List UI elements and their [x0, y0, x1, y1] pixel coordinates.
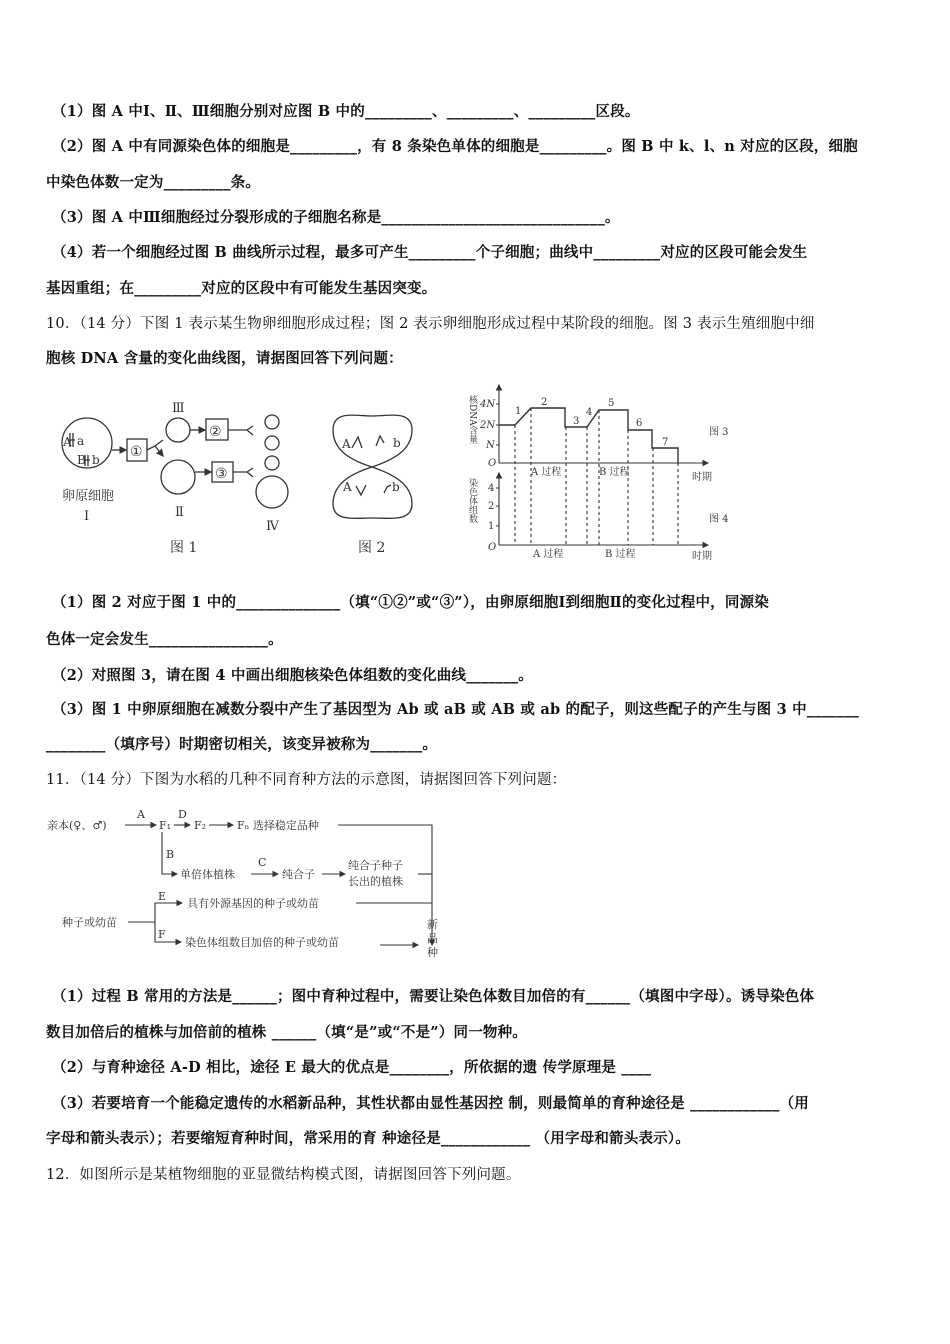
q10-line: （2）对照图 3，请在图 4 中画出细胞核染色体组数的变化曲线_______。	[52, 667, 533, 684]
new-variety-label: 新	[427, 918, 438, 931]
cell-II	[161, 460, 195, 494]
q12-header: 12．如图所示是某植物细胞的亚显微结构模式图，请据图回答下列问题。	[46, 1167, 521, 1183]
oogonium-label: 卵原细胞	[62, 489, 115, 504]
segment-label: 5	[608, 398, 615, 409]
tick-label: O	[488, 458, 497, 469]
step-3-label: ③	[215, 466, 228, 482]
haploid-label: 单倍体植株	[180, 868, 235, 881]
gene-label: a	[77, 434, 85, 448]
segment-label: 2	[541, 397, 548, 408]
tick-label: N	[486, 440, 495, 451]
segment-label: 3	[573, 416, 580, 427]
gene-label: b	[393, 436, 401, 450]
dividing-cell	[333, 415, 412, 518]
tick-label: 1	[488, 521, 495, 532]
process-C: C	[258, 856, 267, 869]
process-a-label: A 过程	[531, 467, 562, 478]
process-B: B	[166, 848, 175, 861]
q10-line: （3）图 1 中卵原细胞在减数分裂中产生了基因型为 Ab 或 aB 或 AB 或 ab 的配子，则这些配子的产生与图 3 中_______	[52, 701, 859, 718]
figure-1-caption: 图 1	[170, 540, 198, 556]
process-F: F	[158, 928, 166, 941]
q9-line: （1）图 A 中Ⅰ、Ⅱ、Ⅲ细胞分别对应图 B 中的_________、_________、_________区段。	[52, 103, 640, 120]
x-axis-label: 时期	[692, 472, 712, 483]
tick-label: 4	[488, 483, 495, 494]
process-A: A	[137, 808, 145, 821]
figure-3-caption: 图 3	[709, 427, 729, 438]
q11-line: （3）若要培育一个能稳定遗传的水稻新品种，其性状都由显性基因控 制，则最简单的育种途径是 ____________（用	[52, 1095, 809, 1112]
q11-header: 11．（14 分）下图为水稻的几种不同育种方法的示意图，请据图回答下列问题：	[46, 772, 567, 788]
egg-cell-IV	[256, 476, 288, 508]
process-b-label: B 过程	[599, 467, 630, 478]
figure-3-4-labels	[467, 394, 729, 562]
figure-2-caption: 图 2	[358, 540, 386, 556]
homozygous-seed-label: 纯合子种子	[348, 859, 403, 872]
gene-label: A	[342, 437, 351, 451]
gene-label: A	[63, 435, 72, 449]
tick-label: 2	[488, 501, 495, 512]
q9-line: 基因重组；在_________对应的区段中有可能发生基因突变。	[46, 280, 437, 297]
q10-line: ________（填序号）时期密切相关，该变异被称为_______。	[46, 736, 438, 753]
cell-IV-label: Ⅳ	[266, 519, 279, 534]
q10-header-text: 10．（14 分）下图 1 表示某生物卵细胞形成过程；图 2 表示卵细胞形成过程中某阶段的细胞。图 3 表示生殖细胞中细	[46, 316, 815, 332]
cell-III-label: Ⅲ	[172, 401, 185, 416]
figure-2-labels	[341, 436, 401, 556]
segment-label: 1	[515, 406, 522, 417]
tick-label: 4N	[480, 399, 496, 410]
polar-body	[265, 415, 279, 429]
q10-header-2: 胞核 DNA 含量的变化曲线图，请据图回答下列问题：	[46, 350, 403, 367]
q11-line: （2）与育种途径 A-D 相比，途径 E 最大的优点是________，所依据的遗 传学原理是 ____	[52, 1059, 652, 1076]
f1-label: F₁	[159, 819, 172, 832]
gene-label: A	[343, 480, 352, 494]
fig3-y-label: 核DNA含量	[467, 395, 477, 444]
seed-label: 种子或幼苗	[62, 916, 117, 929]
homozygote-label: 纯合子	[282, 868, 315, 881]
step-1-label: ①	[130, 444, 143, 460]
gene-label: B	[77, 453, 86, 467]
segment-label: 6	[636, 418, 643, 429]
tick-label: 2N	[480, 420, 496, 431]
homozygous-plant-label: 长出的植株	[348, 875, 403, 888]
figure-3-4	[496, 385, 708, 545]
fig4-y-label: 染色体组数	[467, 478, 477, 523]
polyploid-label: 染色体组数目加倍的种子或幼苗	[185, 936, 339, 949]
transgenic-label: 具有外源基因的种子或幼苗	[187, 897, 319, 910]
q11-line: 字母和箭头表示）；若要缩短育种时间，常采用的育 种途径是____________ （用字母和箭头表示）。	[46, 1130, 690, 1147]
fn-label: Fₙ 选择稳定品种	[237, 819, 319, 832]
gene-label: b	[392, 480, 400, 494]
figure-4-caption: 图 4	[709, 514, 729, 525]
q11-line: 数目加倍后的植株与加倍前的植株 ______（填“是”或“不是”）同一物种。	[46, 1024, 528, 1041]
cell-I-label: Ⅰ	[84, 509, 90, 524]
gene-label: b	[92, 453, 100, 467]
figure-2	[333, 415, 412, 518]
q10-line: （1）图 2 对应于图 1 中的______________（填“①②”或“③”），由卵原细胞Ⅰ到细胞Ⅱ的变化过程中，同源染	[52, 594, 769, 611]
f2-label: F₂	[194, 819, 207, 832]
q10-line: 色体一定会发生________________。	[46, 631, 283, 648]
q11-line: （1）过程 B 常用的方法是______；图中育种过程中，需要让染色体数目加倍的有______（填图中字母）。诱导染色体	[52, 988, 815, 1005]
chromosomes	[352, 436, 391, 495]
new-variety-label: 种	[427, 946, 438, 959]
polar-body	[265, 456, 279, 470]
x-axis-label: 时期	[692, 551, 712, 562]
segment-label: 7	[662, 437, 669, 448]
parents-label: 亲本(♀、♂)	[47, 819, 107, 832]
process-a-label: A 过程	[533, 549, 564, 560]
figure-1-labels	[62, 401, 280, 556]
q9-line: （3）图 A 中Ⅲ细胞经过分裂形成的子细胞名称是______________________________。	[52, 209, 620, 226]
process-D: D	[178, 808, 187, 821]
process-E: E	[158, 890, 167, 903]
new-variety-label: 品	[427, 932, 438, 945]
process-b-label: B 过程	[605, 549, 636, 560]
tick-label: O	[488, 542, 497, 553]
cell-III	[166, 418, 190, 442]
step-2-label: ②	[209, 424, 222, 440]
breeding-diagram-labels	[47, 808, 438, 959]
segment-label: 4	[586, 407, 593, 418]
polar-body	[265, 436, 279, 450]
q9-line: （2）图 A 中有同源染色体的细胞是_________，有 8 条染色单体的细胞是_________。图 B 中 k、l、n 对应的区段，细胞	[52, 138, 858, 155]
q9-line: （4）若一个细胞经过图 B 曲线所示过程，最多可产生_________个子细胞；曲线中_________对应的区段可能会发生	[52, 244, 808, 261]
q9-line: 中染色体数一定为_________条。	[46, 174, 261, 191]
cell-II-label: Ⅱ	[175, 505, 184, 520]
